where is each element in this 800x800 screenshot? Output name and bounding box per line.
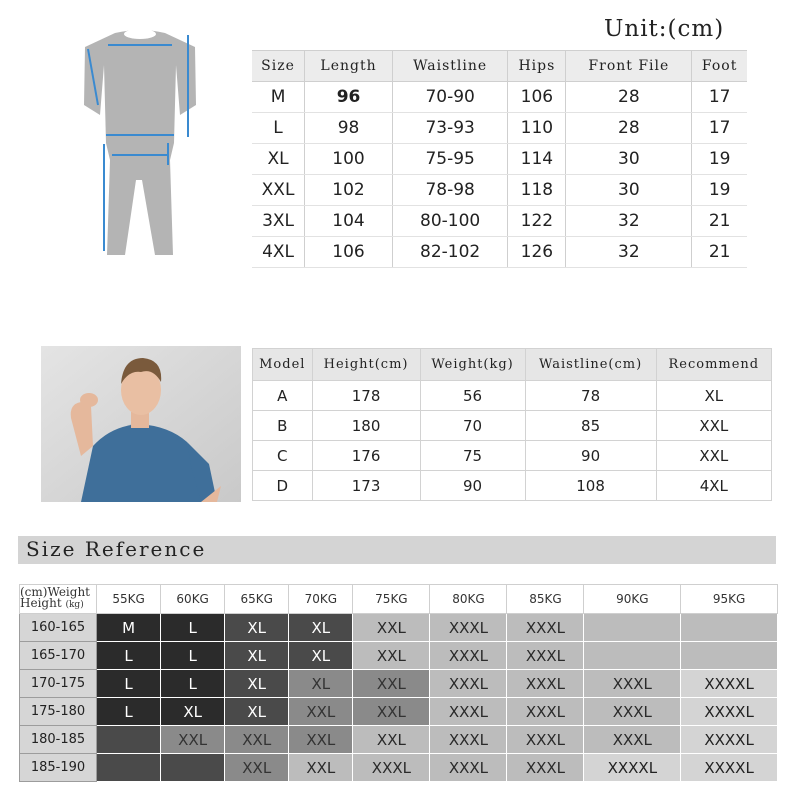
cell: XXL bbox=[656, 441, 771, 471]
cell: XXL bbox=[353, 698, 430, 726]
cell: XXXL bbox=[584, 670, 681, 698]
cell: 106 bbox=[508, 82, 566, 113]
cell: 32 bbox=[566, 206, 692, 237]
cell: 178 bbox=[312, 381, 420, 411]
header-front-file: Front File bbox=[566, 51, 692, 82]
cell bbox=[97, 726, 161, 754]
header-weight: Weight(kg) bbox=[420, 349, 525, 381]
table-row bbox=[20, 642, 778, 670]
cell: 4XL bbox=[252, 237, 305, 268]
cell: 85 bbox=[525, 411, 656, 441]
weight-header: 60KG bbox=[161, 585, 225, 614]
header-foot: Foot bbox=[692, 51, 747, 82]
height-label: 160-165 bbox=[20, 614, 97, 642]
cell: XXL bbox=[353, 726, 430, 754]
corner-cell bbox=[20, 585, 97, 614]
cell: XXL bbox=[225, 754, 289, 782]
cell: XXXL bbox=[353, 754, 430, 782]
cell: 3XL bbox=[252, 206, 305, 237]
table-row bbox=[20, 754, 778, 782]
cell: XL bbox=[225, 642, 289, 670]
height-label: 170-175 bbox=[20, 670, 97, 698]
cell: XXXL bbox=[430, 642, 507, 670]
weight-header: 55KG bbox=[97, 585, 161, 614]
cell: XL bbox=[225, 670, 289, 698]
cell: XXL bbox=[161, 726, 225, 754]
cell: XL bbox=[225, 614, 289, 642]
cell: L bbox=[97, 670, 161, 698]
table-row bbox=[253, 471, 772, 501]
model-chart-header bbox=[253, 349, 772, 381]
header-model: Model bbox=[253, 349, 313, 381]
header-height: Height(cm) bbox=[312, 349, 420, 381]
cell: 78 bbox=[525, 381, 656, 411]
cell: XXXL bbox=[430, 726, 507, 754]
height-label: 165-170 bbox=[20, 642, 97, 670]
cell: L bbox=[161, 614, 225, 642]
cell: 19 bbox=[692, 144, 747, 175]
weight-header: 65KG bbox=[225, 585, 289, 614]
table-row bbox=[20, 726, 778, 754]
cell: C bbox=[253, 441, 313, 471]
header-hips: Hips bbox=[508, 51, 566, 82]
table-row bbox=[20, 670, 778, 698]
weight-header: 95KG bbox=[681, 585, 778, 614]
cell: 102 bbox=[305, 175, 393, 206]
cell: XL bbox=[225, 698, 289, 726]
cell: XL bbox=[289, 642, 353, 670]
cell: A bbox=[253, 381, 313, 411]
cell: 90 bbox=[525, 441, 656, 471]
cell: 21 bbox=[692, 237, 747, 268]
cell: 90 bbox=[420, 471, 525, 501]
cell: 30 bbox=[566, 144, 692, 175]
cell: 104 bbox=[305, 206, 393, 237]
cell: 80-100 bbox=[392, 206, 507, 237]
cell: 82-102 bbox=[392, 237, 507, 268]
header-waistline: Waistline bbox=[392, 51, 507, 82]
table-row bbox=[252, 175, 747, 206]
cell: 110 bbox=[508, 113, 566, 144]
cell: XXXL bbox=[430, 614, 507, 642]
weight-header: 80KG bbox=[430, 585, 507, 614]
cell: D bbox=[253, 471, 313, 501]
cell: 75 bbox=[420, 441, 525, 471]
unit-label: Unit:(cm) bbox=[604, 16, 725, 42]
cell: 70 bbox=[420, 411, 525, 441]
cell: B bbox=[253, 411, 313, 441]
cell: 114 bbox=[508, 144, 566, 175]
table-row bbox=[253, 441, 772, 471]
cell: 176 bbox=[312, 441, 420, 471]
cell: 98 bbox=[305, 113, 393, 144]
cell: XXXXL bbox=[681, 670, 778, 698]
cell: XXXL bbox=[507, 614, 584, 642]
cell: XL bbox=[289, 670, 353, 698]
cell: XXXL bbox=[507, 698, 584, 726]
table-row bbox=[252, 206, 747, 237]
header-waistline: Waistline(cm) bbox=[525, 349, 656, 381]
cell: 73-93 bbox=[392, 113, 507, 144]
weight-header: 70KG bbox=[289, 585, 353, 614]
cell: XXXXL bbox=[584, 754, 681, 782]
cell: 78-98 bbox=[392, 175, 507, 206]
header-size: Size bbox=[252, 51, 305, 82]
cell bbox=[681, 614, 778, 642]
cell: XL bbox=[656, 381, 771, 411]
cell: XXL bbox=[656, 411, 771, 441]
table-row bbox=[252, 82, 747, 113]
cell: XXXL bbox=[507, 726, 584, 754]
cell: L bbox=[161, 670, 225, 698]
height-label: 180-185 bbox=[20, 726, 97, 754]
cell: XL bbox=[289, 614, 353, 642]
header-recommend: Recommend bbox=[656, 349, 771, 381]
model-photo bbox=[41, 346, 241, 502]
header-length: Length bbox=[305, 51, 393, 82]
cell: 100 bbox=[305, 144, 393, 175]
cell: 28 bbox=[566, 113, 692, 144]
cell: 19 bbox=[692, 175, 747, 206]
weight-header: 75KG bbox=[353, 585, 430, 614]
cell: 122 bbox=[508, 206, 566, 237]
cell: 56 bbox=[420, 381, 525, 411]
cell: 4XL bbox=[656, 471, 771, 501]
size-reference-title: Size Reference bbox=[26, 537, 207, 561]
reference-header bbox=[20, 585, 778, 614]
model-chart-table bbox=[252, 348, 772, 501]
cell: 17 bbox=[692, 113, 747, 144]
table-row bbox=[20, 698, 778, 726]
cell: XXL bbox=[225, 726, 289, 754]
table-row bbox=[252, 144, 747, 175]
size-reference-table bbox=[19, 584, 778, 782]
cell: XXXL bbox=[507, 670, 584, 698]
cell bbox=[584, 614, 681, 642]
cell: 180 bbox=[312, 411, 420, 441]
cell bbox=[681, 642, 778, 670]
cell: XXXL bbox=[507, 754, 584, 782]
cell: 75-95 bbox=[392, 144, 507, 175]
cell: 106 bbox=[305, 237, 393, 268]
size-chart-header bbox=[252, 51, 747, 82]
cell: XXXL bbox=[430, 698, 507, 726]
corner-height-label: Height bbox=[20, 596, 62, 610]
cell: XXL bbox=[353, 670, 430, 698]
cell: 126 bbox=[508, 237, 566, 268]
cell: 21 bbox=[692, 206, 747, 237]
cell: XXXL bbox=[430, 754, 507, 782]
cell: XXXL bbox=[507, 642, 584, 670]
cell: XXL bbox=[289, 698, 353, 726]
cell bbox=[161, 754, 225, 782]
cell: L bbox=[161, 642, 225, 670]
cell: XL bbox=[252, 144, 305, 175]
cell: 17 bbox=[692, 82, 747, 113]
garment-diagram bbox=[70, 25, 210, 260]
cell bbox=[97, 754, 161, 782]
table-row bbox=[253, 381, 772, 411]
corner-weight-label: (cm)Weight bbox=[20, 585, 90, 599]
cell: 118 bbox=[508, 175, 566, 206]
cell: L bbox=[97, 698, 161, 726]
cell: XXL bbox=[353, 614, 430, 642]
weight-header: 85KG bbox=[507, 585, 584, 614]
cell: XXXL bbox=[430, 670, 507, 698]
cell: XXL bbox=[289, 754, 353, 782]
cell: XXL bbox=[252, 175, 305, 206]
cell: 70-90 bbox=[392, 82, 507, 113]
cell: M bbox=[97, 614, 161, 642]
corner-unit-label: (kg) bbox=[65, 600, 84, 610]
cell: 32 bbox=[566, 237, 692, 268]
cell: XXXXL bbox=[681, 726, 778, 754]
table-row bbox=[253, 411, 772, 441]
cell: 173 bbox=[312, 471, 420, 501]
size-chart-table bbox=[252, 50, 747, 268]
cell: L bbox=[252, 113, 305, 144]
table-row bbox=[252, 113, 747, 144]
cell: L bbox=[97, 642, 161, 670]
cell: XXXXL bbox=[681, 698, 778, 726]
weight-header: 90KG bbox=[584, 585, 681, 614]
cell: XXXXL bbox=[681, 754, 778, 782]
cell: XXXL bbox=[584, 698, 681, 726]
cell: XL bbox=[161, 698, 225, 726]
cell: 96 bbox=[305, 82, 393, 113]
cell: M bbox=[252, 82, 305, 113]
height-label: 185-190 bbox=[20, 754, 97, 782]
cell bbox=[584, 642, 681, 670]
cell: 108 bbox=[525, 471, 656, 501]
cell: 28 bbox=[566, 82, 692, 113]
height-label: 175-180 bbox=[20, 698, 97, 726]
cell: XXL bbox=[289, 726, 353, 754]
table-row bbox=[20, 614, 778, 642]
cell: 30 bbox=[566, 175, 692, 206]
table-row bbox=[252, 237, 747, 268]
cell: XXXL bbox=[584, 726, 681, 754]
cell: XXL bbox=[353, 642, 430, 670]
